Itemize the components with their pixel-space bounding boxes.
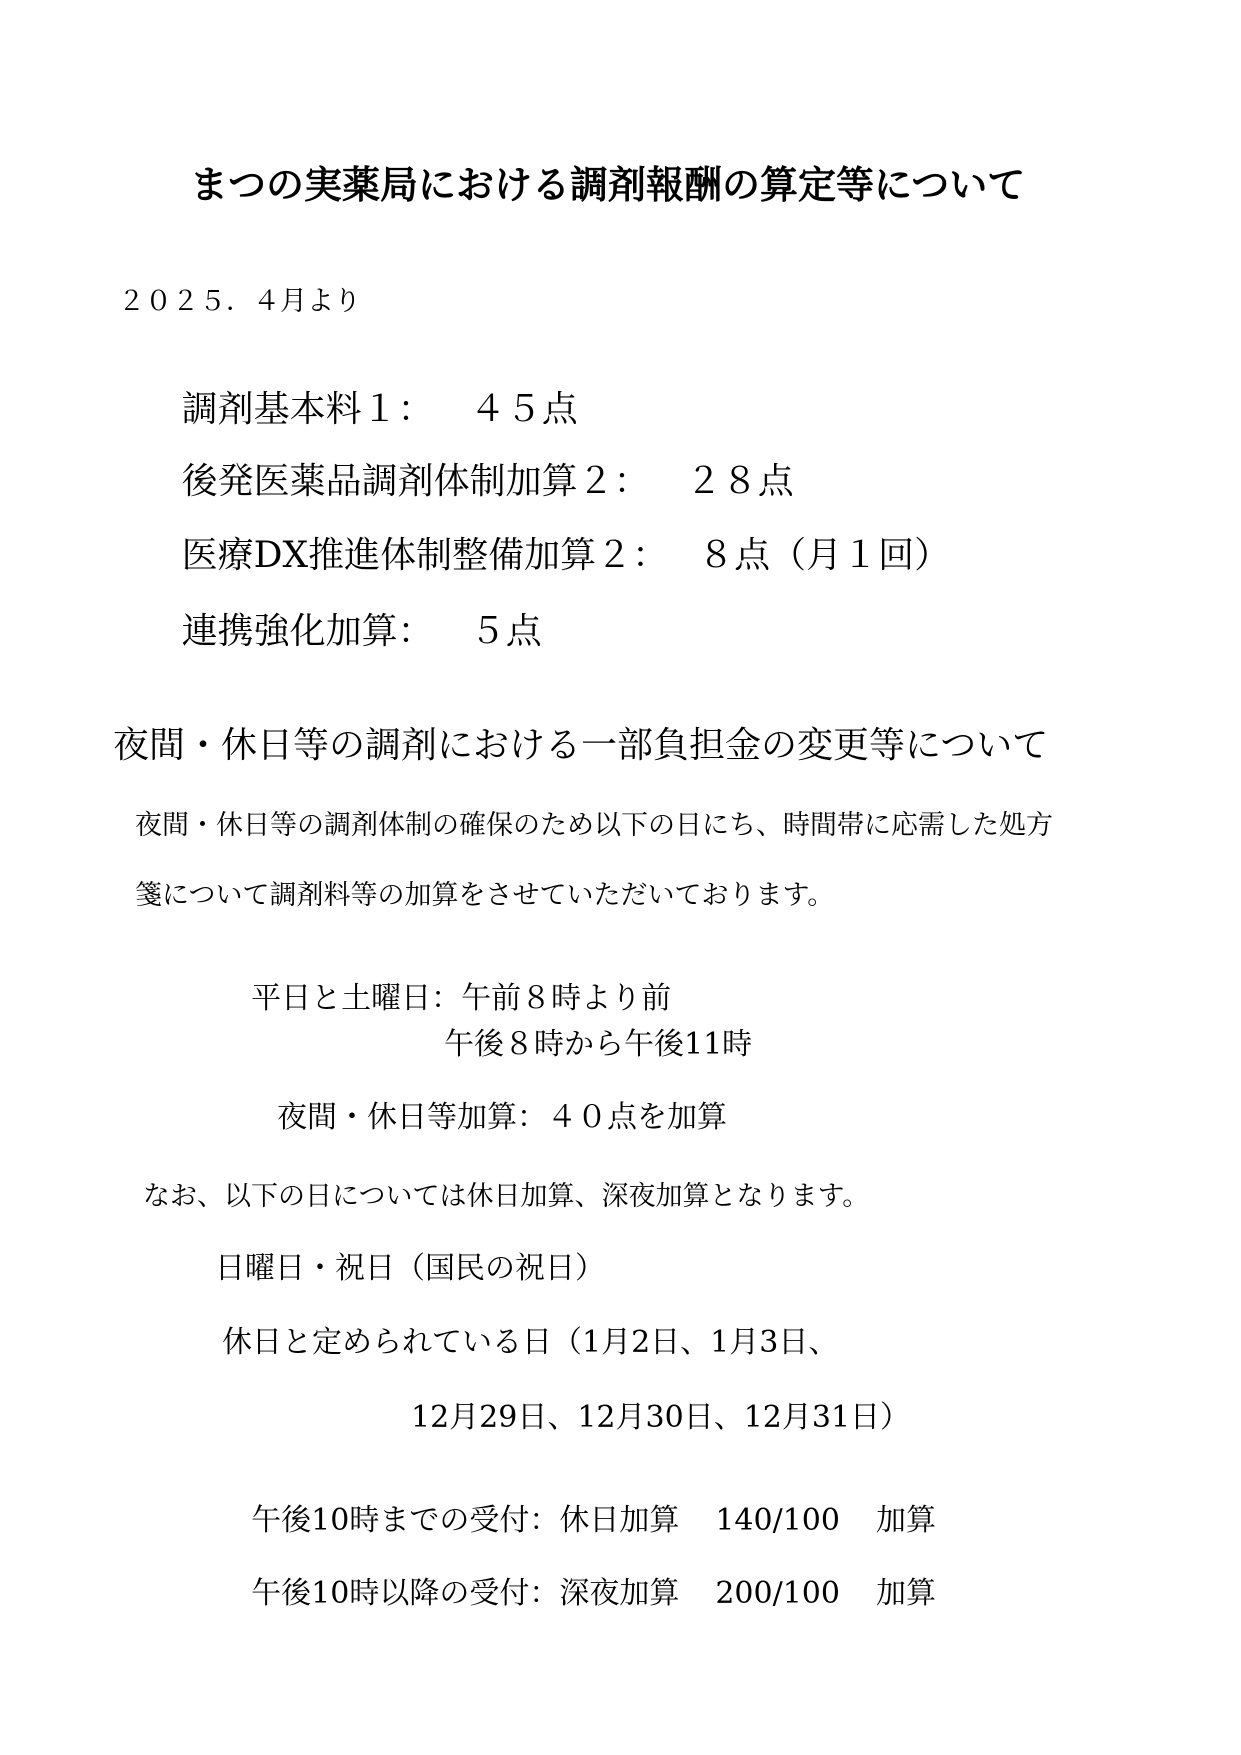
holiday-note: なお、以下の日については休日加算、深夜加算となります。 [143, 1181, 870, 1212]
fee-label: 連携強化加算： [181, 611, 434, 652]
designated-days-cont: 12月29日、12月30日、12月31日） [411, 1400, 911, 1435]
fee-label: 調剤基本料１： [181, 389, 434, 430]
rate-row-after-10 [213, 1549, 936, 1639]
rate-label: 午後10時までの受付：休日加算 [251, 1503, 680, 1538]
fee-value: ５点 [469, 611, 542, 652]
fee-value: ４５点 [469, 389, 578, 430]
fee-value: ８点（月１回） [698, 535, 951, 576]
night-holiday-addition: 夜間・休日等加算：４０点を加算 [277, 1100, 727, 1135]
effective-date: ２０２５．４月より [118, 286, 361, 317]
paragraph-line: 夜間・休日等の調剤体制の確保のため以下の日にち、時間帯に応需した処方 [135, 810, 1053, 841]
rate-label: 午後10時以降の受付：深夜加算 [251, 1576, 680, 1611]
fee-item-collab [113, 578, 542, 686]
rate-suffix: 加算 [875, 1576, 936, 1611]
rate-value: 140/100 [715, 1503, 840, 1538]
fee-label: 医療DX推進体制整備加算２： [181, 535, 669, 576]
rate-suffix: 加算 [875, 1503, 936, 1538]
rate-value: 200/100 [715, 1576, 840, 1611]
document-title: まつの実薬局における調剤報酬の算定等について [190, 163, 1026, 207]
weekday-label: 平日と土曜日： [251, 981, 462, 1016]
fee-label: 後発医薬品調剤体制加算２： [181, 461, 650, 502]
designated-days: 休日と定められている日（1月2日、1月3日、 [222, 1325, 839, 1360]
sunday-holiday: 日曜日・祝日（国民の祝日） [215, 1251, 605, 1286]
weekday-time-2: 午後８時から午後11時 [444, 1027, 753, 1062]
paragraph-line: 箋について調剤料等の加算をさせていただいております。 [135, 880, 835, 911]
section-heading: 夜間・休日等の調剤における一部負担金の変更等について [113, 725, 1049, 766]
weekday-time: 午前８時より前 [461, 981, 672, 1016]
fee-value: ２８点 [685, 461, 794, 502]
